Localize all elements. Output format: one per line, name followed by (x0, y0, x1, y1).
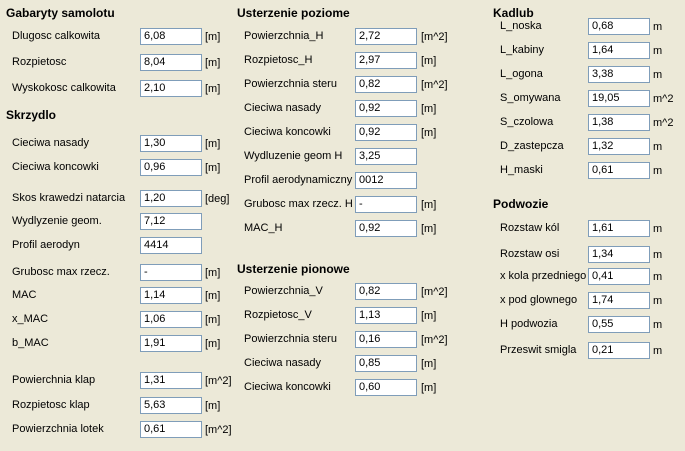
skrzydlo-1-input[interactable]: 1,30 (140, 135, 202, 152)
kadlub-5-unit: m^2 (653, 117, 674, 129)
kadlub-2-unit: m (653, 45, 663, 57)
skrzydlo-3-input[interactable]: 1,20 (140, 190, 202, 207)
podwozie-6-label: Przeswit smigla (500, 344, 577, 356)
kadlub-2-input[interactable]: 1,64 (588, 42, 650, 59)
skrzydlo-3-unit: [deg] (205, 193, 230, 205)
skrzydlo-2-label: Cieciwa koncowki (12, 161, 99, 173)
usterzenie-pionowe-2-input[interactable]: 1,13 (355, 307, 417, 324)
usterzenie-poziome-7-input[interactable]: 0012 (355, 172, 417, 189)
gabaryty-2-label: Rozpietosc (12, 56, 67, 68)
podwozie-1-label: Rozstaw kól (500, 222, 560, 234)
podwozie-title: Podwozie (493, 197, 549, 211)
usterzenie-poziome-8-input[interactable]: - (355, 196, 417, 213)
gabaryty-3-input[interactable]: 2,10 (140, 80, 202, 97)
gabaryty-2-input[interactable]: 8,04 (140, 54, 202, 71)
kadlub-5-label: S_czolowa (500, 116, 554, 128)
skrzydlo-5-input[interactable]: 4414 (140, 237, 202, 254)
skrzydlo-2-input[interactable]: 0,96 (140, 159, 202, 176)
skrzydlo-7-input[interactable]: 1,14 (140, 287, 202, 304)
skrzydlo-4-input[interactable]: 7,12 (140, 213, 202, 230)
kadlub-7-input[interactable]: 0,61 (588, 162, 650, 179)
usterzenie-poziome-5-label: Cieciwa koncowki (244, 126, 331, 138)
podwozie-2-label: Rozstaw osi (500, 248, 560, 260)
usterzenie-poziome-7-label: Profil aerodynamiczny (244, 174, 353, 186)
podwozie-1-input[interactable]: 1,61 (588, 220, 650, 237)
kadlub-4-unit: m^2 (653, 93, 674, 105)
usterzenie-pionowe-title: Usterzenie pionowe (237, 262, 350, 276)
gabaryty-title: Gabaryty samolotu (6, 6, 115, 20)
usterzenie-pionowe-3-label: Powierzchnia steru (244, 333, 337, 345)
usterzenie-poziome-1-unit: [m^2] (421, 31, 448, 43)
podwozie-3-label: x kola przedniego (500, 270, 587, 282)
usterzenie-poziome-4-unit: [m] (421, 103, 437, 115)
podwozie-1-unit: m (653, 223, 663, 235)
usterzenie-pionowe-4-input[interactable]: 0,85 (355, 355, 417, 372)
skrzydlo-12-unit: [m^2] (205, 424, 232, 436)
usterzenie-poziome-1-label: Powierzchnia_H (244, 30, 324, 42)
skrzydlo-7-unit: [m] (205, 290, 221, 302)
kadlub-6-unit: m (653, 141, 663, 153)
kadlub-6-label: D_zastepcza (500, 140, 564, 152)
podwozie-5-label: H podwozia (500, 318, 558, 330)
kadlub-6-input[interactable]: 1,32 (588, 138, 650, 155)
podwozie-4-unit: m (653, 295, 663, 307)
podwozie-5-input[interactable]: 0,55 (588, 316, 650, 333)
skrzydlo-9-unit: [m] (205, 338, 221, 350)
usterzenie-poziome-9-label: MAC_H (244, 222, 283, 234)
usterzenie-pionowe-5-label: Cieciwa koncowki (244, 381, 331, 393)
skrzydlo-8-unit: [m] (205, 314, 221, 326)
usterzenie-poziome-3-input[interactable]: 0,82 (355, 76, 417, 93)
kadlub-1-label: L_noska (500, 20, 542, 32)
usterzenie-pionowe-5-input[interactable]: 0,60 (355, 379, 417, 396)
gabaryty-1-label: Dlugosc calkowita (12, 30, 101, 42)
kadlub-4-input[interactable]: 19,05 (588, 90, 650, 107)
gabaryty-1-input[interactable]: 6,08 (140, 28, 202, 45)
gabaryty-2-unit: [m] (205, 57, 221, 69)
usterzenie-poziome-1-input[interactable]: 2,72 (355, 28, 417, 45)
skrzydlo-5-label: Profil aerodyn (12, 239, 80, 251)
skrzydlo-6-unit: [m] (205, 267, 221, 279)
podwozie-2-input[interactable]: 1,34 (588, 246, 650, 263)
usterzenie-poziome-2-label: Rozpietosc_H (244, 54, 313, 66)
usterzenie-poziome-3-label: Powierzchnia steru (244, 78, 337, 90)
usterzenie-pionowe-5-unit: [m] (421, 382, 437, 394)
kadlub-3-input[interactable]: 3,38 (588, 66, 650, 83)
usterzenie-pionowe-3-input[interactable]: 0,16 (355, 331, 417, 348)
skrzydlo-1-label: Cieciwa nasady (12, 137, 90, 149)
gabaryty-1-unit: [m] (205, 31, 221, 43)
usterzenie-pionowe-1-input[interactable]: 0,82 (355, 283, 417, 300)
usterzenie-poziome-5-input[interactable]: 0,92 (355, 124, 417, 141)
usterzenie-poziome-9-input[interactable]: 0,92 (355, 220, 417, 237)
usterzenie-poziome-2-input[interactable]: 2,97 (355, 52, 417, 69)
usterzenie-poziome-4-label: Cieciwa nasady (244, 102, 322, 114)
kadlub-4-label: S_omywana (500, 92, 561, 104)
skrzydlo-10-label: Powierchnia klap (12, 374, 96, 386)
usterzenie-pionowe-2-label: Rozpietosc_V (244, 309, 312, 321)
skrzydlo-12-input[interactable]: 0,61 (140, 421, 202, 438)
skrzydlo-9-label: b_MAC (12, 337, 49, 349)
usterzenie-poziome-4-input[interactable]: 0,92 (355, 100, 417, 117)
skrzydlo-6-label: Grubosc max rzecz. (12, 266, 110, 278)
usterzenie-poziome-5-unit: [m] (421, 127, 437, 139)
podwozie-3-input[interactable]: 0,41 (588, 268, 650, 285)
usterzenie-poziome-9-unit: [m] (421, 223, 437, 235)
usterzenie-pionowe-3-unit: [m^2] (421, 334, 448, 346)
usterzenie-pionowe-4-unit: [m] (421, 358, 437, 370)
skrzydlo-10-input[interactable]: 1,31 (140, 372, 202, 389)
podwozie-3-unit: m (653, 271, 663, 283)
skrzydlo-7-label: MAC (12, 289, 37, 301)
skrzydlo-title: Skrzydlo (6, 108, 57, 122)
skrzydlo-8-label: x_MAC (12, 313, 49, 325)
kadlub-1-input[interactable]: 0,68 (588, 18, 650, 35)
skrzydlo-9-input[interactable]: 1,91 (140, 335, 202, 352)
skrzydlo-10-unit: [m^2] (205, 375, 232, 387)
podwozie-6-unit: m (653, 345, 663, 357)
skrzydlo-1-unit: [m] (205, 138, 221, 150)
podwozie-4-input[interactable]: 1,74 (588, 292, 650, 309)
kadlub-5-input[interactable]: 1,38 (588, 114, 650, 131)
skrzydlo-8-input[interactable]: 1,06 (140, 311, 202, 328)
kadlub-2-label: L_kabiny (500, 44, 545, 56)
skrzydlo-11-input[interactable]: 5,63 (140, 397, 202, 414)
podwozie-4-label: x pod glownego (500, 294, 578, 306)
skrzydlo-11-unit: [m] (205, 400, 221, 412)
usterzenie-pionowe-1-label: Powierzchnia_V (244, 285, 323, 297)
skrzydlo-2-unit: [m] (205, 162, 221, 174)
usterzenie-poziome-6-label: Wydluzenie geom H (244, 150, 343, 162)
usterzenie-poziome-8-unit: [m] (421, 199, 437, 211)
podwozie-5-unit: m (653, 319, 663, 331)
usterzenie-poziome-2-unit: [m] (421, 55, 437, 67)
usterzenie-pionowe-2-unit: [m] (421, 310, 437, 322)
kadlub-7-label: H_maski (500, 164, 543, 176)
kadlub-title: Kadlub (493, 6, 534, 20)
kadlub-7-unit: m (653, 165, 663, 177)
kadlub-3-label: L_ogona (500, 68, 543, 80)
usterzenie-pionowe-1-unit: [m^2] (421, 286, 448, 298)
podwozie-6-input[interactable]: 0,21 (588, 342, 650, 359)
kadlub-1-unit: m (653, 21, 663, 33)
usterzenie-poziome-3-unit: [m^2] (421, 79, 448, 91)
kadlub-3-unit: m (653, 69, 663, 81)
skrzydlo-4-label: Wydlyzenie geom. (12, 215, 102, 227)
skrzydlo-11-label: Rozpietosc klap (12, 399, 90, 411)
skrzydlo-6-input[interactable]: - (140, 264, 202, 281)
gabaryty-3-label: Wyskokosc calkowita (12, 82, 116, 94)
podwozie-2-unit: m (653, 249, 663, 261)
gabaryty-3-unit: [m] (205, 83, 221, 95)
skrzydlo-3-label: Skos krawedzi natarcia (12, 192, 126, 204)
skrzydlo-12-label: Powierzchnia lotek (12, 423, 104, 435)
usterzenie-pionowe-4-label: Cieciwa nasady (244, 357, 322, 369)
usterzenie-poziome-6-input[interactable]: 3,25 (355, 148, 417, 165)
usterzenie-poziome-8-label: Grubosc max rzecz. H (244, 198, 353, 210)
usterzenie-poziome-title: Usterzenie poziome (237, 6, 350, 20)
